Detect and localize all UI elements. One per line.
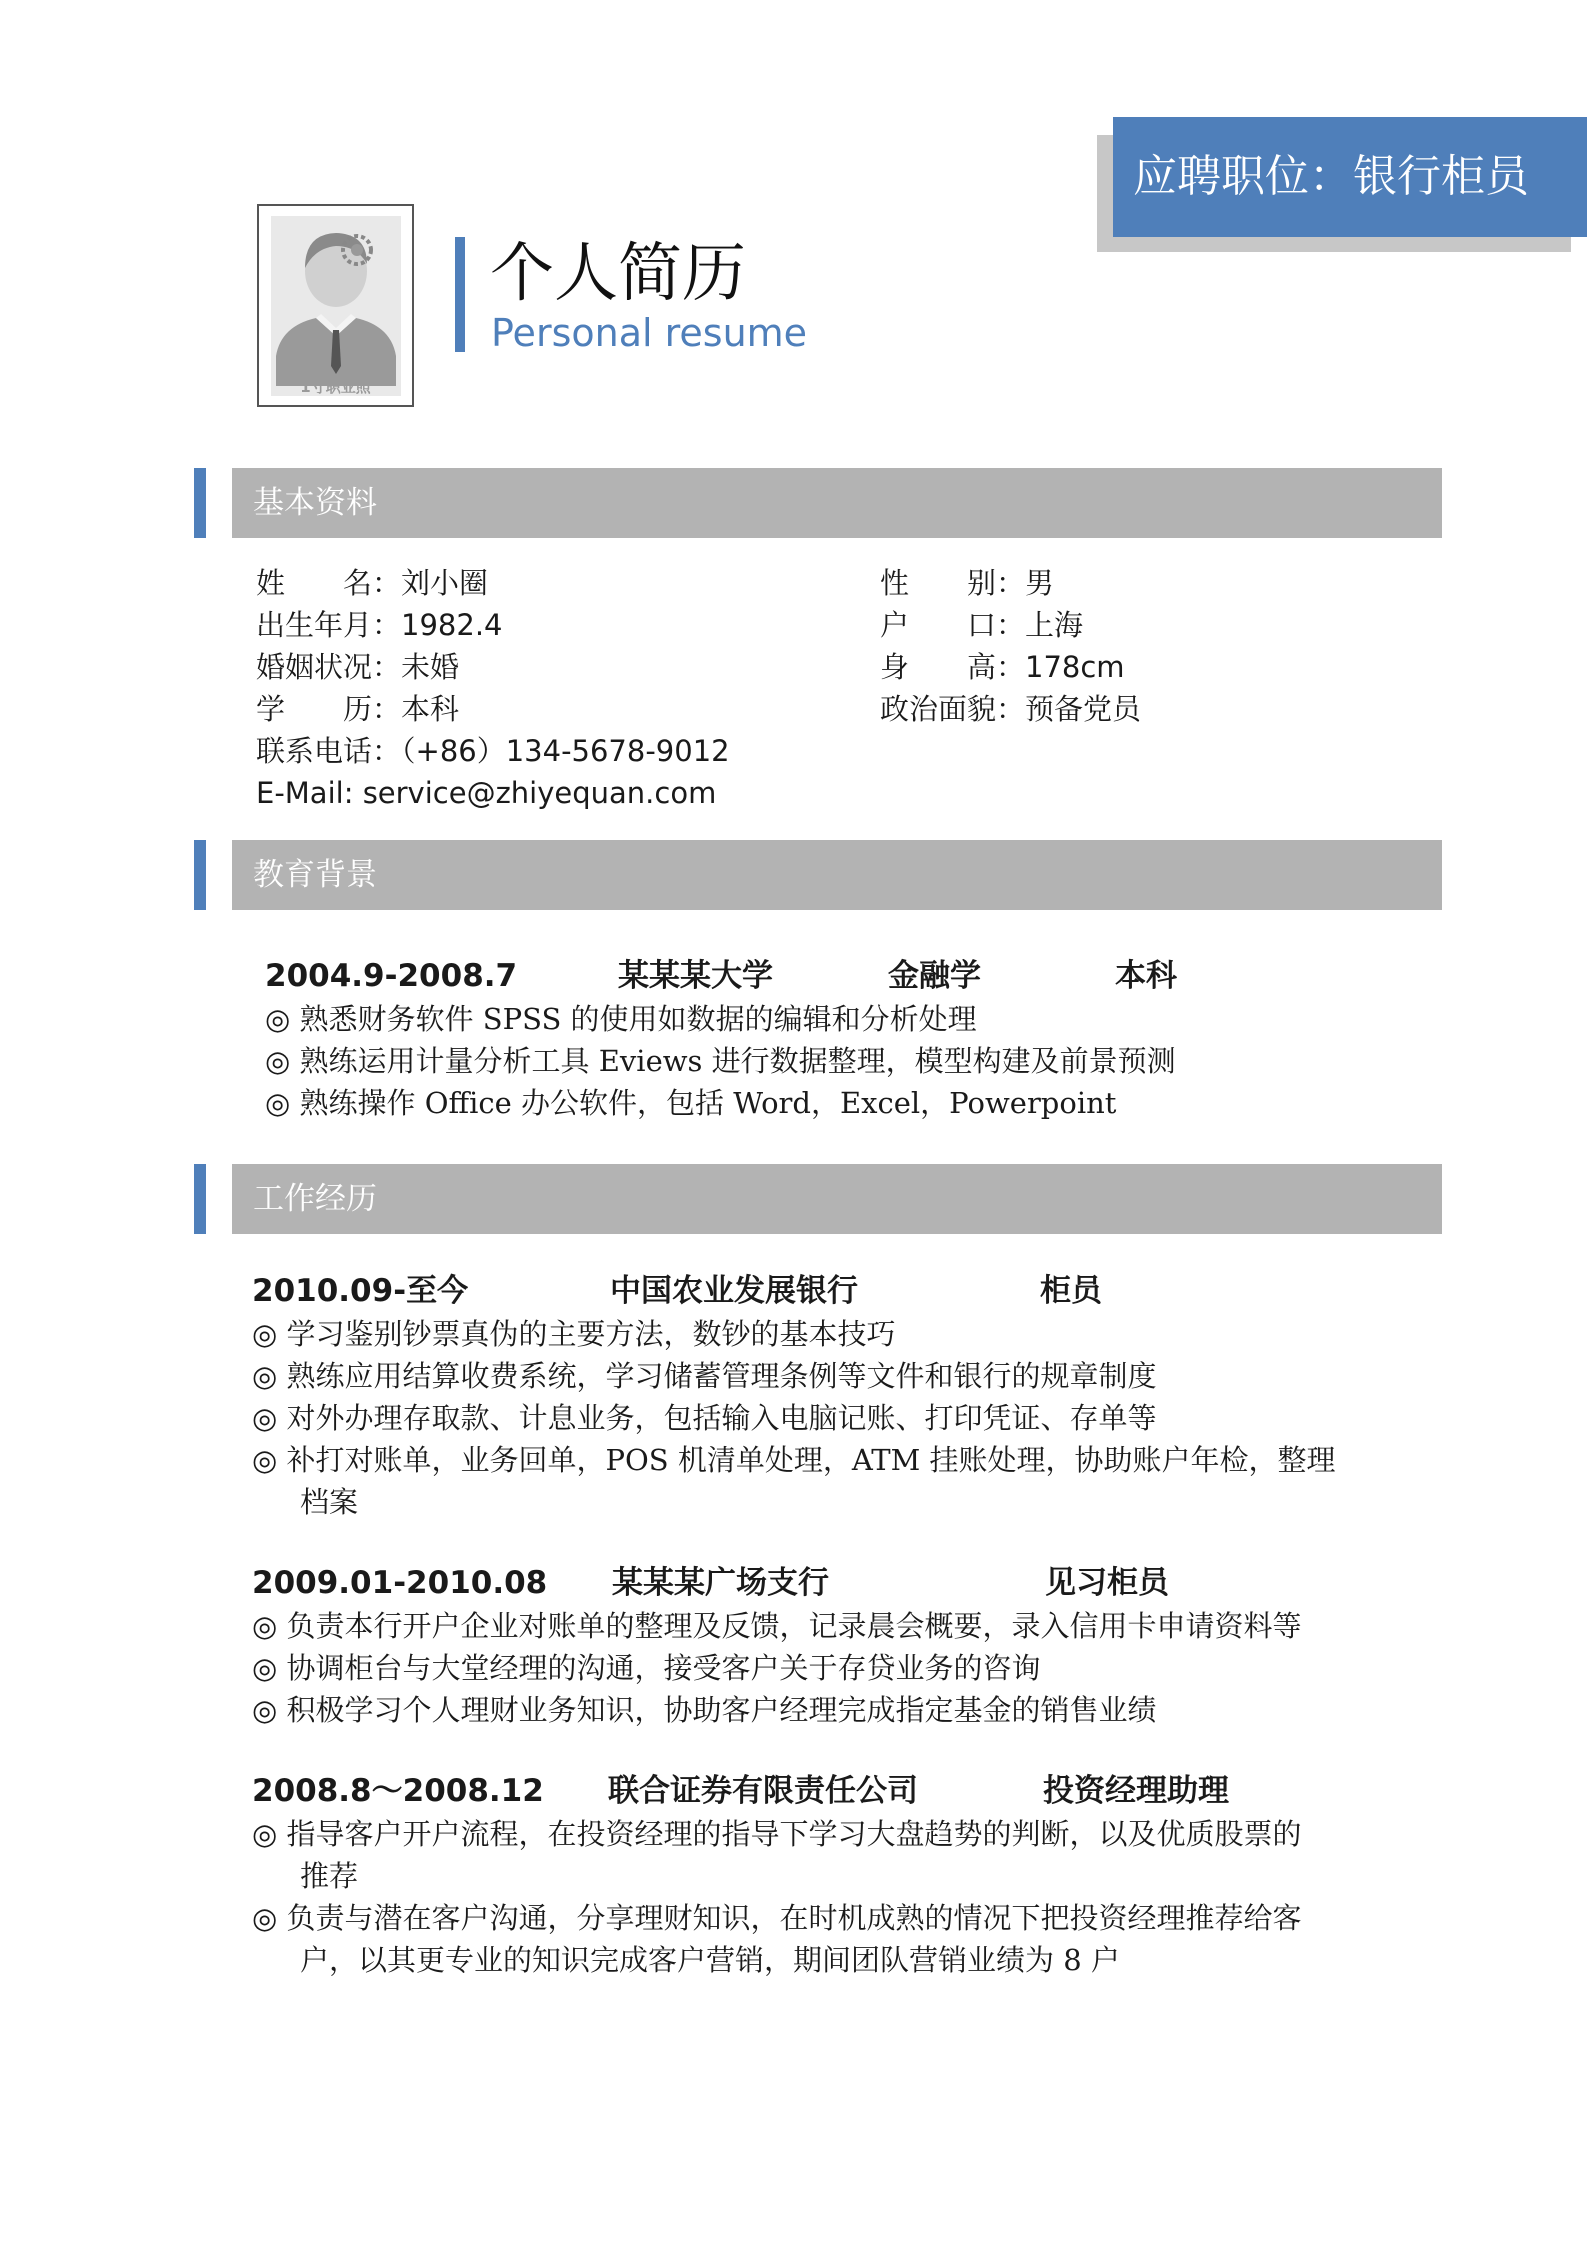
field-label: 政治面貌：	[880, 692, 1026, 726]
section-header-work	[232, 1164, 1442, 1234]
section-title-education: 教育背景	[253, 857, 377, 893]
avatar-placeholder-icon	[271, 216, 401, 396]
field-email	[256, 772, 716, 814]
job-line: 档案	[300, 1485, 359, 1519]
field-name	[256, 562, 488, 604]
section-accent-education	[194, 840, 206, 910]
job-line: ◎ 指导客户开户流程，在投资经理的指导下学习大盘趋势的判断，以及优质股票的	[252, 1817, 1302, 1851]
field-birth	[256, 604, 503, 646]
field-value: 上海	[1025, 608, 1084, 642]
photo-caption: 1寸职业照	[300, 378, 371, 396]
page-title: 个人简历	[490, 237, 746, 311]
job-line: 户，以其更专业的知识完成客户营销，期间团队营销业绩为 8 户	[300, 1943, 1120, 1977]
job-line: ◎ 对外办理存取款、计息业务，包括输入电脑记账、打印凭证、存单等	[252, 1401, 1157, 1435]
field-phone	[256, 730, 730, 772]
education-bullet: ◎ 熟练运用计量分析工具 Eviews 进行数据整理，模型构建及前景预测	[265, 1044, 1176, 1078]
profile-photo	[257, 204, 414, 407]
job-company: 联合证券有限责任公司	[608, 1773, 918, 1809]
education-level: 本科	[1115, 958, 1177, 994]
field-value: 未婚	[401, 650, 460, 684]
education-school: 某某某大学	[618, 958, 773, 994]
field-value: （+86）134-5678-9012	[401, 734, 730, 768]
job-line: ◎ 负责与潜在客户沟通，分享理财知识，在时机成熟的情况下把投资经理推荐给客	[252, 1901, 1302, 1935]
job-period-end: 至今	[406, 1273, 469, 1309]
education-bullet: ◎ 熟练操作 Office 办公软件，包括 Word，Excel，Powerpoint	[265, 1086, 1117, 1120]
job-line: ◎ 协调柜台与大堂经理的沟通，接受客户关于存贷业务的咨询	[252, 1651, 1041, 1685]
education-major: 金融学	[888, 958, 981, 994]
job-line: ◎ 补打对账单，业务回单，POS 机清单处理，ATM 挂账处理，协助账户年检，整理	[252, 1443, 1336, 1477]
field-label: 联系电话：	[256, 734, 402, 768]
field-label: 出生年月：	[256, 608, 402, 642]
job-role: 柜员	[1040, 1273, 1102, 1309]
field-value: 刘小圈	[401, 566, 489, 600]
job-period-start: 2010.09-	[252, 1273, 407, 1309]
education-bullet: ◎ 熟悉财务软件 SPSS 的使用如数据的编辑和分析处理	[265, 1002, 977, 1036]
field-political	[880, 688, 1141, 730]
job-line: ◎ 积极学习个人理财业务知识，协助客户经理完成指定基金的销售业绩	[252, 1693, 1157, 1727]
field-degree	[256, 688, 459, 730]
position-title: 应聘职位：银行柜员	[1133, 151, 1529, 202]
job-period: 2009.01-2010.08	[252, 1565, 548, 1601]
field-label: 户 口：	[880, 608, 1026, 642]
field-gender	[880, 562, 1054, 604]
page-subtitle: Personal resume	[491, 311, 808, 355]
field-marital	[256, 646, 459, 688]
job-company: 某某某广场支行	[612, 1565, 829, 1601]
field-value: service@zhiyequan.com	[362, 776, 717, 810]
section-accent-work	[194, 1164, 206, 1234]
job-line: ◎ 负责本行开户企业对账单的整理及反馈，记录晨会概要，录入信用卡申请资料等	[252, 1609, 1302, 1643]
section-title-work: 工作经历	[253, 1181, 377, 1217]
job-company: 中国农业发展银行	[610, 1273, 858, 1309]
field-value: 1982.4	[401, 608, 503, 642]
section-header-education	[232, 840, 1442, 910]
field-label: E-Mail:	[256, 776, 363, 810]
job-line: ◎ 学习鉴别钞票真伪的主要方法，数钞的基本技巧	[252, 1317, 896, 1351]
field-value: 预备党员	[1025, 692, 1142, 726]
job-period	[252, 1270, 468, 1312]
section-title-basic: 基本资料	[253, 485, 377, 521]
education-period: 2004.9-2008.7	[265, 958, 518, 994]
title-accent-bar	[455, 237, 465, 352]
job-line: 推荐	[300, 1859, 359, 1893]
job-line: ◎ 熟练应用结算收费系统，学习储蓄管理条例等文件和银行的规章制度	[252, 1359, 1157, 1393]
job-role: 投资经理助理	[1043, 1773, 1229, 1809]
field-value: 男	[1025, 566, 1055, 600]
section-header-basic	[232, 468, 1442, 538]
job-role: 见习柜员	[1045, 1565, 1169, 1601]
field-label: 姓 名：	[256, 566, 402, 600]
field-hukou	[880, 604, 1083, 646]
job-period: 2008.8～2008.12	[252, 1773, 544, 1809]
field-value: 本科	[401, 692, 460, 726]
field-label: 性 别：	[880, 566, 1026, 600]
field-value: 178cm	[1025, 650, 1125, 684]
field-label: 学 历：	[256, 692, 402, 726]
field-label: 婚姻状况：	[256, 650, 402, 684]
section-accent-basic	[194, 468, 206, 538]
field-label: 身 高：	[880, 650, 1026, 684]
field-height	[880, 646, 1125, 688]
